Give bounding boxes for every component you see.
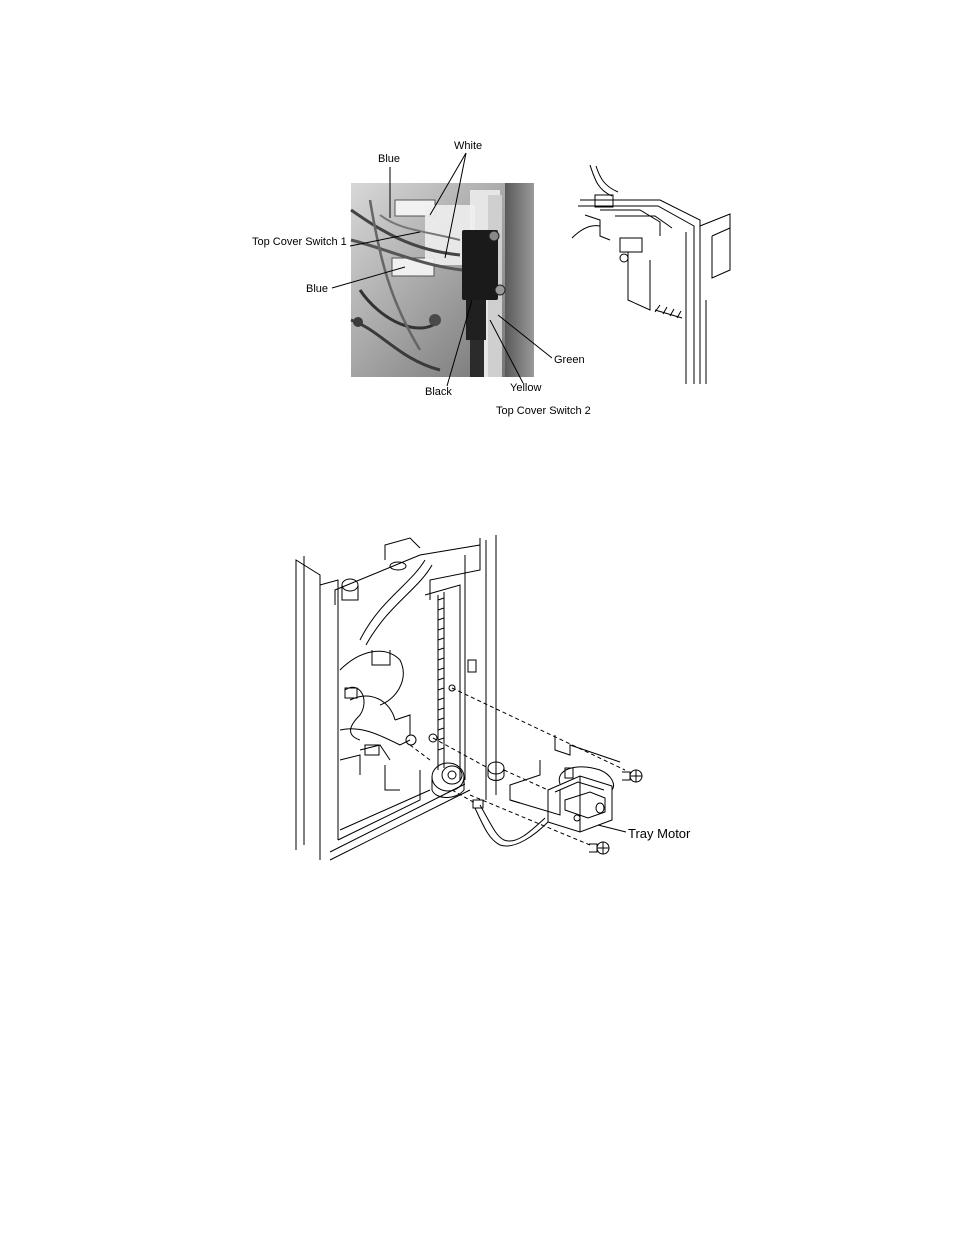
top-cover-switch-line-drawing [572,165,730,384]
label-tray-motor: Tray Motor [628,826,691,841]
label-black: Black [425,386,452,398]
label-green: Green [554,354,585,366]
label-yellow: Yellow [510,382,542,394]
label-blue-top: Blue [378,153,401,165]
tray-motor-drawing [296,535,642,860]
label-white: White [454,140,483,152]
label-blue-bottom: Blue [306,283,329,295]
label-top-cover-switch-2: Top Cover Switch 2 [496,405,591,417]
label-top-cover-switch-1: Top Cover Switch 1 [252,236,347,248]
